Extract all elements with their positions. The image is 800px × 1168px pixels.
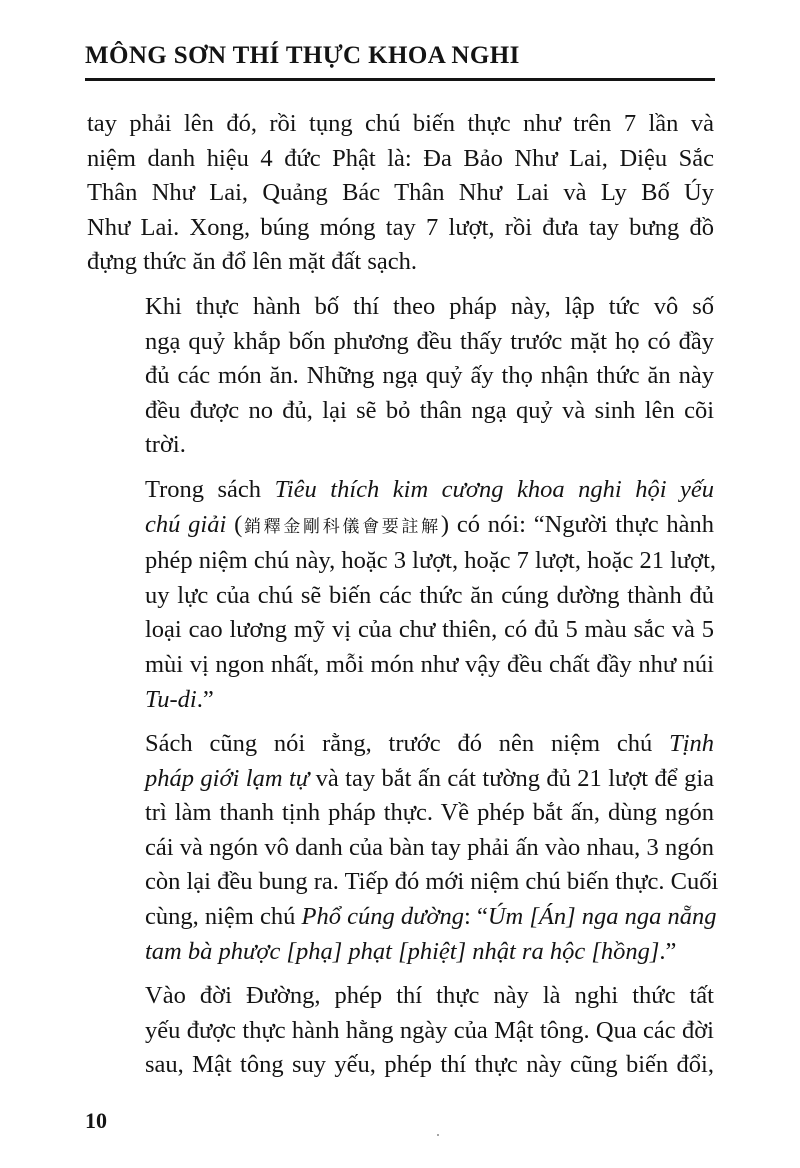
text-line: uy lực của chú sẽ biến các thức ăn cúng dường thành đủ — [145, 581, 714, 609]
text-line — [87, 727, 714, 762]
paragraph-3 — [87, 473, 717, 717]
body-text — [87, 107, 719, 1083]
book-title: chú giải — [145, 510, 227, 538]
paragraph-2 — [87, 290, 714, 463]
mantra-name: Phổ cúng dường — [301, 903, 465, 931]
text-line: phép niệm chú này, hoặc 3 lượt, hoặc 7 lượt, hoặc 21 lượt, — [145, 547, 717, 575]
text-run: Sách cũng nói rằng, trước đó nên niệm chú — [145, 730, 670, 758]
italic-term: Tu-di — [145, 685, 197, 713]
text-run: ( — [226, 510, 243, 538]
text-line — [87, 900, 717, 935]
text-line — [87, 473, 714, 508]
mantra-text: Úm [Án] nga nga nẵng — [487, 903, 717, 931]
text-line: đều được no đủ, lại sẽ bỏ thân ngạ quỷ và sinh lên cõi — [145, 396, 714, 424]
text-run: .” — [659, 937, 677, 965]
text-run: .” — [196, 685, 214, 713]
text-line: tay phải lên đó, rồi tụng chú biến thực như trên 7 lần và — [87, 110, 714, 137]
text-line: ngạ quỷ khắp bốn phương đều thấy trước mặt họ có đầy — [145, 327, 714, 355]
text-line: Khi thực hành bố thí theo pháp này, lập tức vô số — [145, 292, 714, 320]
text-line: Vào đời Đường, phép thí thực này là nghi thức tất — [145, 982, 714, 1010]
mantra-text: tam bà phược [phạ] phạt [phiệt] nhật ra hộc [hồng] — [145, 937, 660, 965]
mantra-name: Tịnh — [669, 730, 714, 758]
header-rule — [85, 78, 715, 81]
text-run: Trong sách — [145, 475, 275, 503]
text-line: niệm danh hiệu 4 đức Phật là: Đa Bảo Như Lai, Diệu Sắc — [87, 144, 714, 172]
paragraph-1 — [87, 107, 714, 280]
text-line: cái và ngón vô danh của bàn tay phải ấn vào nhau, 3 ngón — [145, 833, 714, 861]
text-line: Như Lai. Xong, búng móng tay 7 lượt, rồi đưa tay bưng đồ — [87, 213, 714, 241]
chinese-title: 銷釋金剛科儀會要註解 — [242, 516, 441, 537]
text-run: và tay bắt ấn cát tường đủ 21 lượt để gia — [309, 764, 714, 792]
paragraph-4 — [87, 727, 719, 969]
page-number: 10 — [85, 1108, 107, 1133]
text-line — [87, 683, 714, 718]
text-line — [87, 508, 714, 545]
text-line: đựng thức ăn đổ lên mặt đất sạch. — [87, 248, 417, 276]
running-title: MÔNG SƠN THÍ THỰC KHOA NGHI — [85, 42, 520, 69]
text-line — [87, 935, 714, 970]
text-line: loại cao lương mỹ vị của chư thiên, có đủ 5 màu sắc và 5 — [145, 616, 714, 644]
paragraph-5 — [87, 979, 714, 1083]
page-header — [85, 42, 715, 82]
text-line: mùi vị ngon nhất, mỗi món như vậy đều chất đầy như núi — [145, 650, 714, 678]
text-run: : “ — [464, 903, 488, 931]
book-title: Tiêu thích kim cương khoa nghi hội yếu — [274, 475, 715, 503]
text-line: sau, Mật tông suy yếu, phép thí thực này cũng biến đổi, — [145, 1051, 714, 1079]
print-speck — [437, 1134, 439, 1136]
text-line: Thân Như Lai, Quảng Bác Thân Như Lai và Ly Bố Úy — [87, 179, 714, 207]
text-line: đủ các món ăn. Những ngạ quỷ ấy thọ nhận thức ăn này — [145, 362, 714, 390]
text-line: trì làm thanh tịnh pháp thực. Về phép bắt ấn, dùng ngón — [145, 799, 714, 827]
mantra-name: pháp giới lạm tự — [145, 764, 310, 792]
text-line — [87, 762, 714, 797]
text-run: ) có nói: “Người thực hành — [440, 510, 715, 538]
text-line: yếu được thực hành hằng ngày của Mật tông. Qua các đời — [145, 1016, 714, 1044]
text-line: trời. — [145, 431, 186, 459]
text-run: cùng, niệm chú — [145, 903, 302, 931]
text-line: còn lại đều bung ra. Tiếp đó mới niệm chú biến thực. Cuối — [145, 868, 719, 896]
